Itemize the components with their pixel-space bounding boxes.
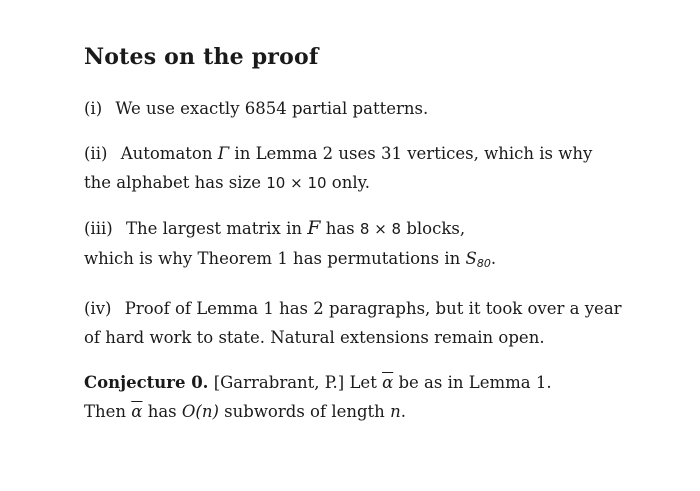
math-symbol-alpha-bar: $\overline{\alpha}$: [131, 402, 143, 421]
notes-page: [84, 44, 644, 442]
math-big-o: O(n): [181, 402, 219, 421]
conjecture-text: subwords of length: [224, 402, 385, 421]
note-text: Automaton: [120, 144, 213, 163]
note-text: We use exactly 6854 partial patterns.: [115, 99, 429, 118]
note-number: (ii): [84, 144, 108, 163]
section-heading: Notes on the proof: [84, 44, 319, 70]
note-item-2: [84, 139, 644, 198]
note-item-3: [84, 214, 644, 278]
note-text: in Lemma 2 uses 31 vertices, which is why: [234, 144, 593, 163]
note-text: blocks,: [406, 219, 466, 238]
note-item-4: [84, 294, 644, 352]
math-symbol-gamma: Γ: [217, 144, 230, 163]
math-symbol-alpha-bar: $\overline{\alpha}$: [382, 373, 394, 392]
note-text: has: [325, 219, 355, 238]
conjecture-label: Conjecture 0.: [84, 373, 209, 392]
conjecture-block: [84, 368, 644, 426]
math-symbol-f: F: [307, 217, 321, 239]
note-text: of hard work to state. Natural extensions remain open.: [84, 328, 545, 347]
math-subscript: 80: [476, 257, 491, 270]
note-text: .: [490, 249, 497, 268]
math-expression: 10 × 10: [266, 174, 327, 192]
note-text: only.: [331, 173, 370, 192]
note-text: which is why Theorem 1 has permutations in: [84, 249, 461, 268]
note-text: The largest matrix in: [125, 219, 303, 238]
conjecture-text: be as in Lemma 1.: [398, 373, 552, 392]
note-number: (i): [84, 99, 103, 118]
note-text: Proof of Lemma 1 has 2 paragraphs, but it took over a year: [124, 299, 622, 318]
note-item-1: [84, 94, 644, 123]
math-symbol-s: [466, 249, 491, 268]
note-number: (iii): [84, 219, 113, 238]
conjecture-text: has: [147, 402, 177, 421]
conjecture-text: [Garrabrant, P.] Let: [213, 373, 377, 392]
math-variable-n: n: [390, 402, 401, 421]
conjecture-text: .: [400, 402, 406, 421]
math-expression: 8 × 8: [359, 220, 402, 238]
note-text: the alphabet has size: [84, 173, 261, 192]
math-symbol-s-base: S: [465, 249, 477, 268]
conjecture-text: Then: [84, 402, 127, 421]
note-number: (iv): [84, 299, 112, 318]
